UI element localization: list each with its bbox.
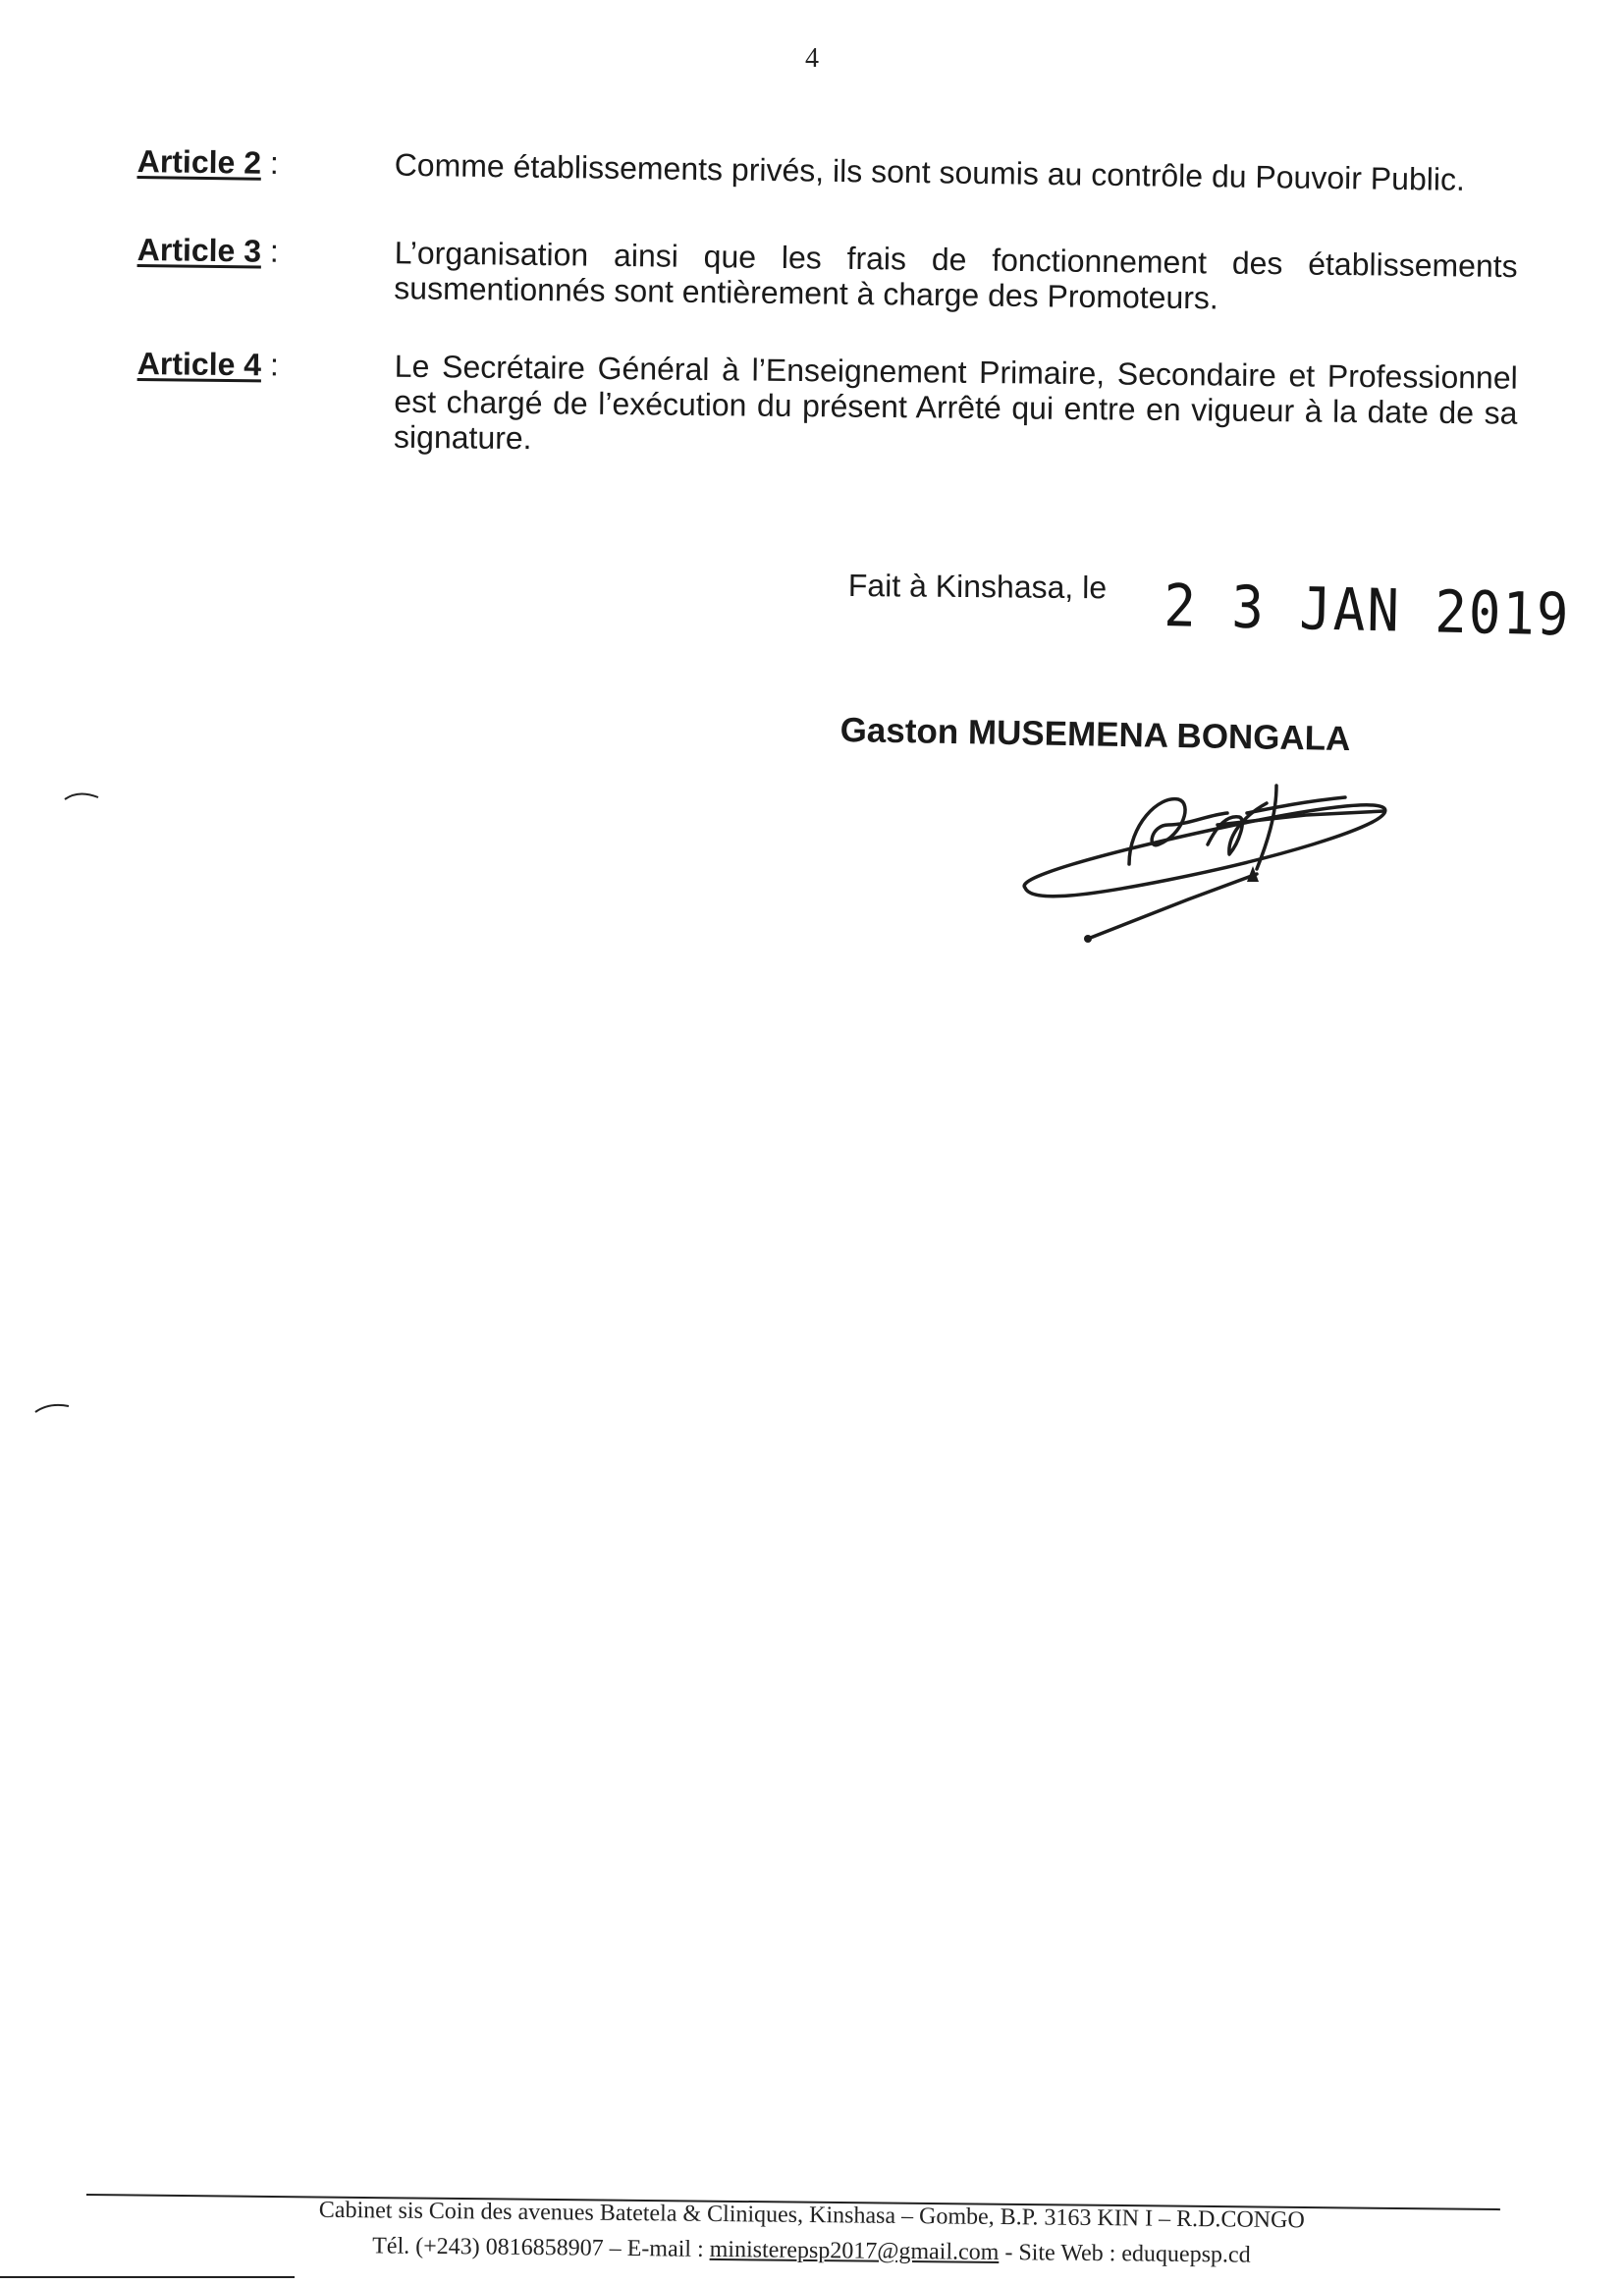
footer-contact: Tél. (+243) 0816858907 – E-mail : ministerepsp2017@gmail.com - Site Web : eduquepsp.cd — [372, 2233, 1251, 2268]
article-4 — [136, 346, 1532, 457]
article-3 — [136, 232, 1532, 316]
date-stamp: 2 3 JAN 2019 — [1163, 571, 1572, 649]
footer-email-link[interactable]: ministerepsp2017@gmail.com — [709, 2236, 1000, 2265]
footer-rule-bottom — [0, 2276, 295, 2278]
article-text: Le Secrétaire Général à l’Enseignement Primaire, Secondaire et Professionnel est chargé de l’exécution du présent Arrêté qui entre en vigueur à la date de sa signature. — [393, 348, 1518, 457]
page-number: 4 — [805, 43, 819, 74]
footer-address: Cabinet sis Coin des avenues Batetela & Cliniques, Kinshasa – Gombe, B.P. 3163 KIN I – R.D.CONGO — [318, 2197, 1305, 2234]
article-label: Article 2 : — [136, 143, 280, 182]
article-label: Article 3 : — [136, 232, 280, 269]
scan-mark — [33, 1400, 73, 1414]
article-2 — [136, 143, 1532, 197]
article-text: Comme établissements privés, ils sont soumis au contrôle du Pouvoir Public. — [394, 146, 1466, 197]
place-date-line: Fait à Kinshasa, le — [847, 568, 1108, 606]
footer — [0, 2189, 1624, 2276]
signer-name: Gaston MUSEMENA BONGALA — [839, 711, 1351, 759]
article-text: L’organisation ainsi que les frais de fonctionnement des établissements susmentionnés sont entièrement à charge des Promoteurs. — [394, 235, 1518, 316]
scan-mark — [63, 789, 102, 803]
handwritten-signature — [982, 756, 1434, 972]
article-label: Article 4 : — [136, 346, 280, 383]
